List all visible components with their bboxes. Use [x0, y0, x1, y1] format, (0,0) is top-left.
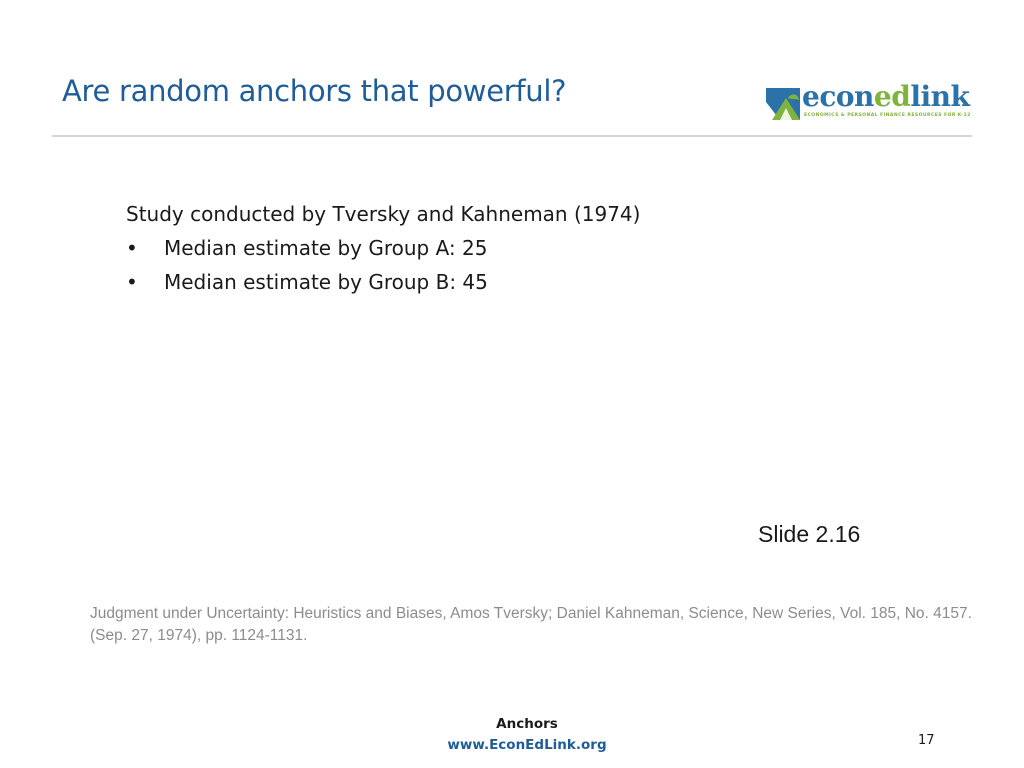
list-item — [126, 270, 640, 294]
footer-topic: Anchors — [496, 716, 558, 732]
logo-word-econ: econ — [802, 80, 874, 113]
bullet-icon: • — [126, 236, 138, 260]
citation: Judgment under Uncertainty: Heuristics and Biases, Amos Tversky; Daniel Kahneman, Science, New Series, Vol. 185, No. 4157. (Sep. 27, 1974), pp. 1124-1131. — [90, 605, 972, 644]
logo-word-ed: ed — [873, 80, 911, 113]
slide-content — [126, 202, 640, 304]
bullet-icon: • — [126, 270, 138, 294]
logo-word-link: link — [910, 80, 970, 113]
logo-wordmark — [802, 80, 969, 113]
list-item — [126, 236, 640, 260]
footer-website-link[interactable]: www.EconEdLink.org — [447, 737, 607, 753]
bullet-text-group-b: Median estimate by Group B: 45 — [164, 270, 488, 294]
econedlink-logo — [766, 80, 976, 124]
bullet-text-group-a: Median estimate by Group A: 25 — [164, 236, 488, 260]
footer — [412, 714, 642, 756]
bullet-list — [126, 236, 640, 294]
page-number: 17 — [918, 733, 935, 748]
econedlink-logo-icon — [766, 88, 800, 120]
study-intro: Study conducted by Tversky and Kahneman (1974) — [126, 202, 641, 226]
slide-title: Are random anchors that powerful? — [62, 74, 567, 108]
title-divider — [52, 135, 972, 137]
slide-label: Slide 2.16 — [758, 521, 861, 547]
logo-tagline: ECONOMICS & PERSONAL FINANCE RESOURCES FOR K-12 — [804, 113, 971, 118]
